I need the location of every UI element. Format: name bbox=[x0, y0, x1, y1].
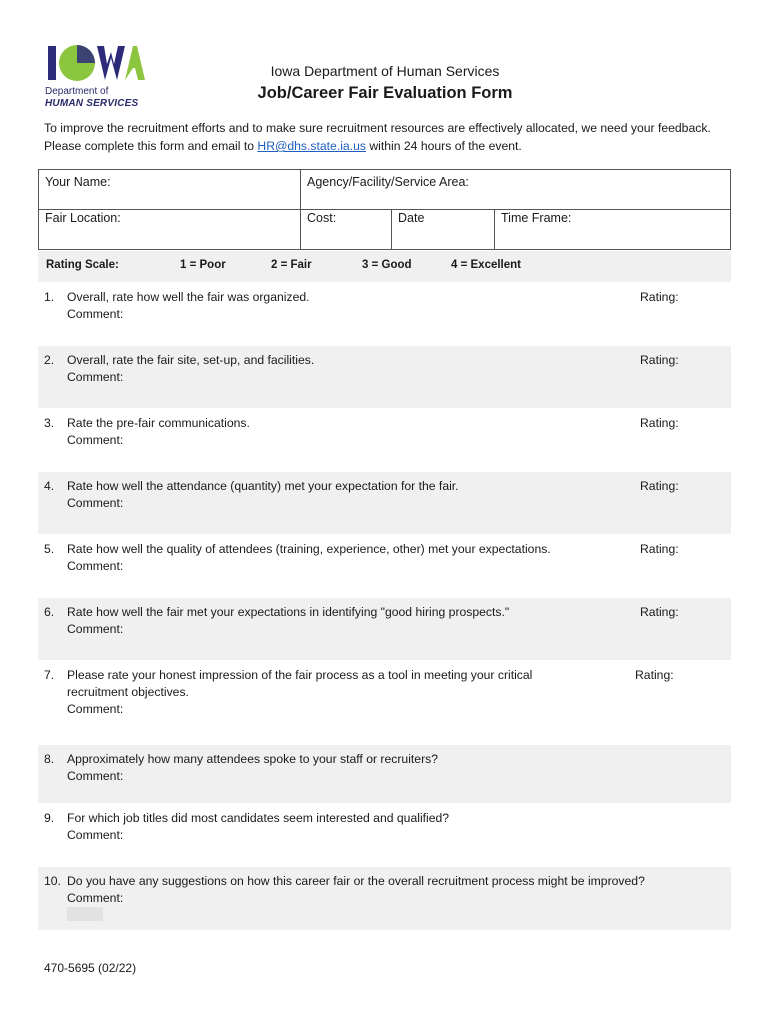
rating-scale-bar bbox=[38, 251, 731, 282]
comment-label: Comment: bbox=[67, 769, 124, 783]
form-number: 470-5695 (02/22) bbox=[44, 961, 137, 975]
comment-label: Comment: bbox=[67, 496, 124, 510]
comment-input[interactable] bbox=[67, 907, 103, 921]
question-number: 5. bbox=[44, 542, 55, 556]
rating-field[interactable]: Rating: bbox=[640, 479, 679, 493]
question-number: 3. bbox=[44, 416, 55, 430]
question-text: Please rate your honest impression of the fair process as a tool in meeting your critical recruitment objectives. bbox=[67, 668, 533, 699]
question-text: Rate how well the attendance (quantity) met your expectation for the fair. bbox=[67, 479, 459, 493]
form-title: Job/Career Fair Evaluation Form bbox=[257, 84, 513, 102]
comment-label: Comment: bbox=[67, 433, 124, 447]
date-label: Date bbox=[398, 211, 425, 225]
comment-label: Comment: bbox=[67, 828, 124, 842]
rating-field[interactable]: Rating: bbox=[640, 353, 679, 367]
info-table bbox=[38, 169, 731, 250]
question-row[interactable] bbox=[38, 535, 731, 597]
question-row[interactable] bbox=[38, 283, 731, 345]
time-frame-field[interactable] bbox=[495, 206, 730, 246]
question-number: 10. bbox=[44, 874, 61, 888]
question-text: Rate how well the quality of attendees (training, experience, other) met your expectations. bbox=[67, 542, 551, 556]
fair-location-label: Fair Location: bbox=[45, 211, 121, 225]
email-link[interactable]: HR@dhs.state.ia.us bbox=[257, 139, 366, 153]
comment-label: Comment: bbox=[67, 622, 124, 636]
logo-line-department: Department of bbox=[45, 86, 109, 97]
rating-field[interactable]: Rating: bbox=[640, 290, 679, 304]
question-row[interactable] bbox=[38, 598, 731, 660]
fair-location-field[interactable] bbox=[39, 206, 300, 246]
comment-label: Comment: bbox=[67, 307, 124, 321]
question-row[interactable] bbox=[38, 472, 731, 534]
scale-good: 3 = Good bbox=[362, 259, 412, 271]
question-number: 6. bbox=[44, 605, 55, 619]
question-number: 2. bbox=[44, 353, 55, 367]
question-number: 7. bbox=[44, 668, 55, 682]
intro-text: To improve the recruitment efforts and to make sure recruitment resources are effectively allocated, we need your feedback. Please complete this form and email to bbox=[44, 121, 711, 153]
scale-fair: 2 = Fair bbox=[271, 259, 312, 271]
question-text: Approximately how many attendees spoke to your staff or recruiters? bbox=[67, 752, 438, 766]
your-name-label: Your Name: bbox=[45, 175, 111, 189]
question-row[interactable] bbox=[38, 661, 731, 744]
question-row[interactable] bbox=[38, 867, 731, 930]
rating-field[interactable]: Rating: bbox=[640, 542, 679, 556]
question-text: Overall, rate the fair site, set-up, and facilities. bbox=[67, 353, 315, 367]
agency-name: Iowa Department of Human Services bbox=[270, 63, 500, 79]
comment-label: Comment: bbox=[67, 702, 124, 716]
question-number: 1. bbox=[44, 290, 55, 304]
cost-field[interactable] bbox=[301, 206, 391, 246]
question-number: 4. bbox=[44, 479, 55, 493]
scale-excellent: 4 = Excellent bbox=[451, 259, 521, 271]
question-row[interactable] bbox=[38, 409, 731, 471]
rating-field[interactable]: Rating: bbox=[640, 605, 679, 619]
question-text: Rate the pre-fair communications. bbox=[67, 416, 250, 430]
time-frame-label: Time Frame: bbox=[501, 211, 572, 225]
comment-label: Comment: bbox=[67, 891, 124, 905]
agency-area-label: Agency/Facility/Service Area: bbox=[307, 175, 469, 189]
rating-field[interactable]: Rating: bbox=[640, 416, 679, 430]
intro-text-end: within 24 hours of the event. bbox=[365, 139, 522, 153]
comment-label: Comment: bbox=[67, 370, 124, 384]
cost-label: Cost: bbox=[307, 211, 337, 225]
comment-label: Comment: bbox=[67, 559, 124, 573]
question-text: Do you have any suggestions on how this career fair or the overall recruitment process might be improved? bbox=[67, 874, 645, 888]
question-text: For which job titles did most candidates seem interested and qualified? bbox=[67, 811, 450, 825]
question-text: Rate how well the fair met your expectations in identifying "good hiring prospects." bbox=[67, 605, 510, 619]
your-name-field[interactable] bbox=[39, 170, 300, 209]
question-text: Overall, rate how well the fair was organized. bbox=[67, 290, 310, 304]
question-number: 9. bbox=[44, 811, 55, 825]
date-field[interactable] bbox=[392, 206, 494, 246]
logo-line-human-services: HUMAN SERVICES bbox=[45, 98, 139, 109]
intro-paragraph bbox=[44, 119, 734, 155]
question-row[interactable] bbox=[38, 804, 731, 866]
question-row[interactable] bbox=[38, 745, 731, 803]
question-number: 8. bbox=[44, 752, 55, 766]
rating-field[interactable]: Rating: bbox=[635, 668, 674, 682]
question-row[interactable] bbox=[38, 346, 731, 408]
agency-area-field[interactable] bbox=[301, 170, 730, 209]
scale-poor: 1 = Poor bbox=[180, 259, 226, 271]
rating-scale-label: Rating Scale: bbox=[46, 259, 119, 271]
